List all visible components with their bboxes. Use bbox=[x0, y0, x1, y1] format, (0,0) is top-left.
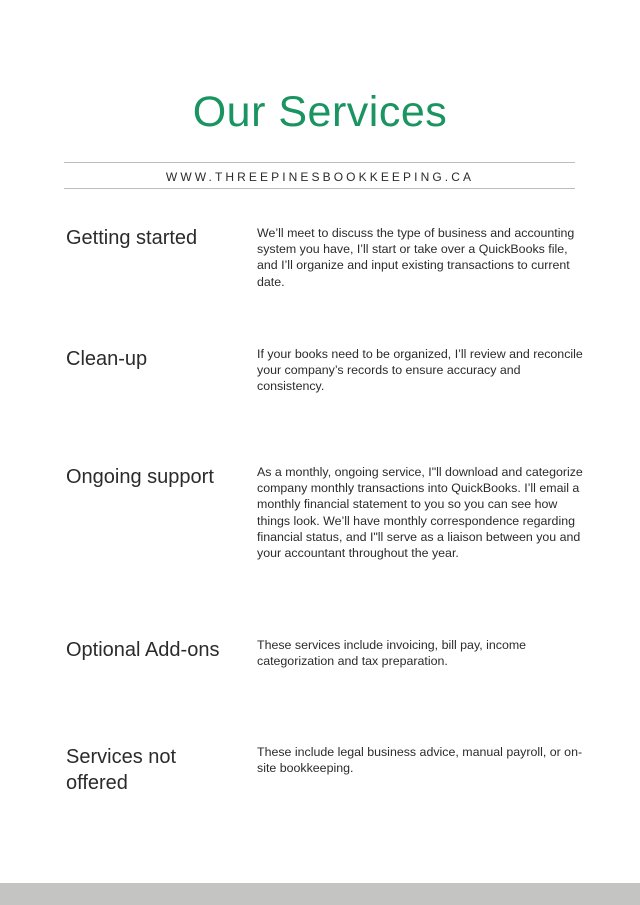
service-heading: Clean-up bbox=[66, 348, 148, 370]
service-heading: Services not offered bbox=[66, 746, 177, 794]
service-description: These include legal business advice, manual payroll, or on-site bookkeeping. bbox=[257, 745, 583, 776]
top-divider bbox=[64, 162, 575, 163]
service-heading: Getting started bbox=[66, 227, 198, 249]
bottom-divider bbox=[64, 188, 575, 189]
page-title: Our Services bbox=[192, 88, 448, 136]
website-url: WWW.THREEPINESBOOKKEEPING.CA bbox=[165, 170, 475, 184]
service-description: As a monthly, ongoing service, I"ll download and categorize company monthly transactions into QuickBooks. I’ll email a monthly financial statement to you so you can see how things look. We’ll have monthly correspondence regarding financial status, and I"ll serve as a liaison between you and your accountant throughout the year. bbox=[257, 465, 583, 561]
service-description: We’ll meet to discuss the type of business and accounting system you have, I’ll start or take over a QuickBooks file, and I’ll organize and input existing transactions to current date. bbox=[257, 226, 575, 289]
service-description: These services include invoicing, bill pay, income categorization and tax preparation. bbox=[257, 638, 527, 669]
service-description: If your books need to be organized, I’ll review and reconcile your company’s records to ensure accuracy and consistency. bbox=[257, 347, 583, 394]
footer-bar bbox=[0, 883, 640, 905]
service-heading: Ongoing support bbox=[66, 466, 214, 488]
service-heading: Optional Add-ons bbox=[66, 639, 220, 661]
